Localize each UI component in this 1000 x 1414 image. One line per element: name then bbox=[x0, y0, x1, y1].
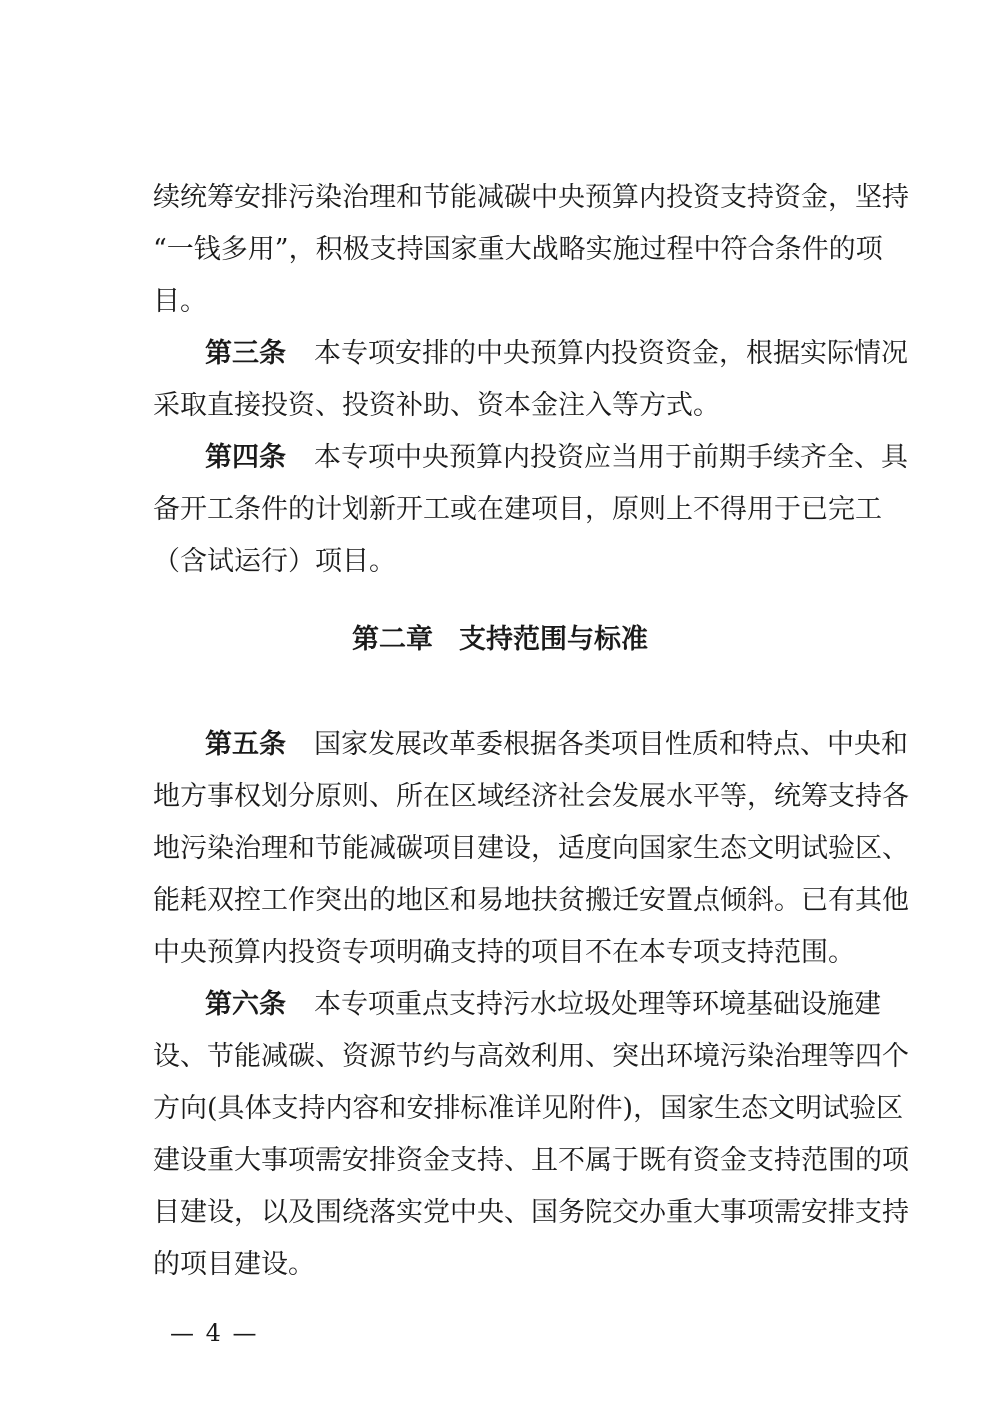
article-6-first-line bbox=[205, 987, 881, 1023]
paragraph-line: “一钱多用”，积极支持国家重大战略实施过程中符合条件的项 bbox=[153, 234, 883, 265]
paragraph-line: 目建设，以及围绕落实党中央、国务院交办重大事项需安排支持 bbox=[153, 1197, 909, 1228]
paragraph-line: 采取直接投资、投资补助、资本金注入等方式。 bbox=[153, 390, 720, 421]
paragraph-line: 方向(具体支持内容和安排标准详见附件)，国家生态文明试验区 bbox=[153, 1093, 904, 1124]
article-4-text: 本专项中央预算内投资应当用于前期手续齐全、具 bbox=[314, 442, 908, 473]
article-6-label: 第六条 bbox=[205, 989, 286, 1020]
paragraph-line: 目。 bbox=[153, 286, 207, 317]
paragraph-line: 中央预算内投资专项明确支持的项目不在本专项支持范围。 bbox=[153, 937, 855, 968]
article-4-label: 第四条 bbox=[205, 442, 286, 473]
article-3-label: 第三条 bbox=[205, 338, 286, 369]
paragraph-line: 设、节能减碳、资源节约与高效利用、突出环境污染治理等四个 bbox=[153, 1041, 909, 1072]
paragraph-line: （含试运行）项目。 bbox=[153, 546, 396, 577]
paragraph-line: 建设重大事项需安排资金支持、且不属于既有资金支持范围的项 bbox=[153, 1145, 909, 1176]
article-4-first-line bbox=[205, 440, 908, 476]
chapter-heading bbox=[0, 622, 1000, 658]
article-6-text: 本专项重点支持污水垃圾处理等环境基础设施建 bbox=[314, 989, 881, 1020]
paragraph-line: 的项目建设。 bbox=[153, 1249, 315, 1280]
paragraph-line: 能耗双控工作突出的地区和易地扶贫搬迁安置点倾斜。已有其他 bbox=[153, 885, 909, 916]
paragraph-line: 备开工条件的计划新开工或在建项目，原则上不得用于已完工 bbox=[153, 494, 882, 525]
page-number: — 4 — bbox=[170, 1319, 259, 1347]
article-3-text: 本专项安排的中央预算内投资资金，根据实际情况 bbox=[314, 338, 908, 369]
article-3-first-line bbox=[205, 336, 908, 372]
paragraph-line: 续统筹安排污染治理和节能减碳中央预算内投资支持资金，坚持 bbox=[153, 182, 909, 213]
article-5-text: 国家发展改革委根据各类项目性质和特点、中央和 bbox=[314, 729, 908, 760]
article-5-first-line bbox=[205, 727, 908, 763]
paragraph-line: 地方事权划分原则、所在区域经济社会发展水平等，统筹支持各 bbox=[153, 781, 909, 812]
chapter-title: 支持范围与标准 bbox=[459, 624, 648, 655]
paragraph-line: 地污染治理和节能减碳项目建设，适度向国家生态文明试验区、 bbox=[153, 833, 909, 864]
chapter-number: 第二章 bbox=[352, 624, 433, 655]
article-5-label: 第五条 bbox=[205, 729, 286, 760]
